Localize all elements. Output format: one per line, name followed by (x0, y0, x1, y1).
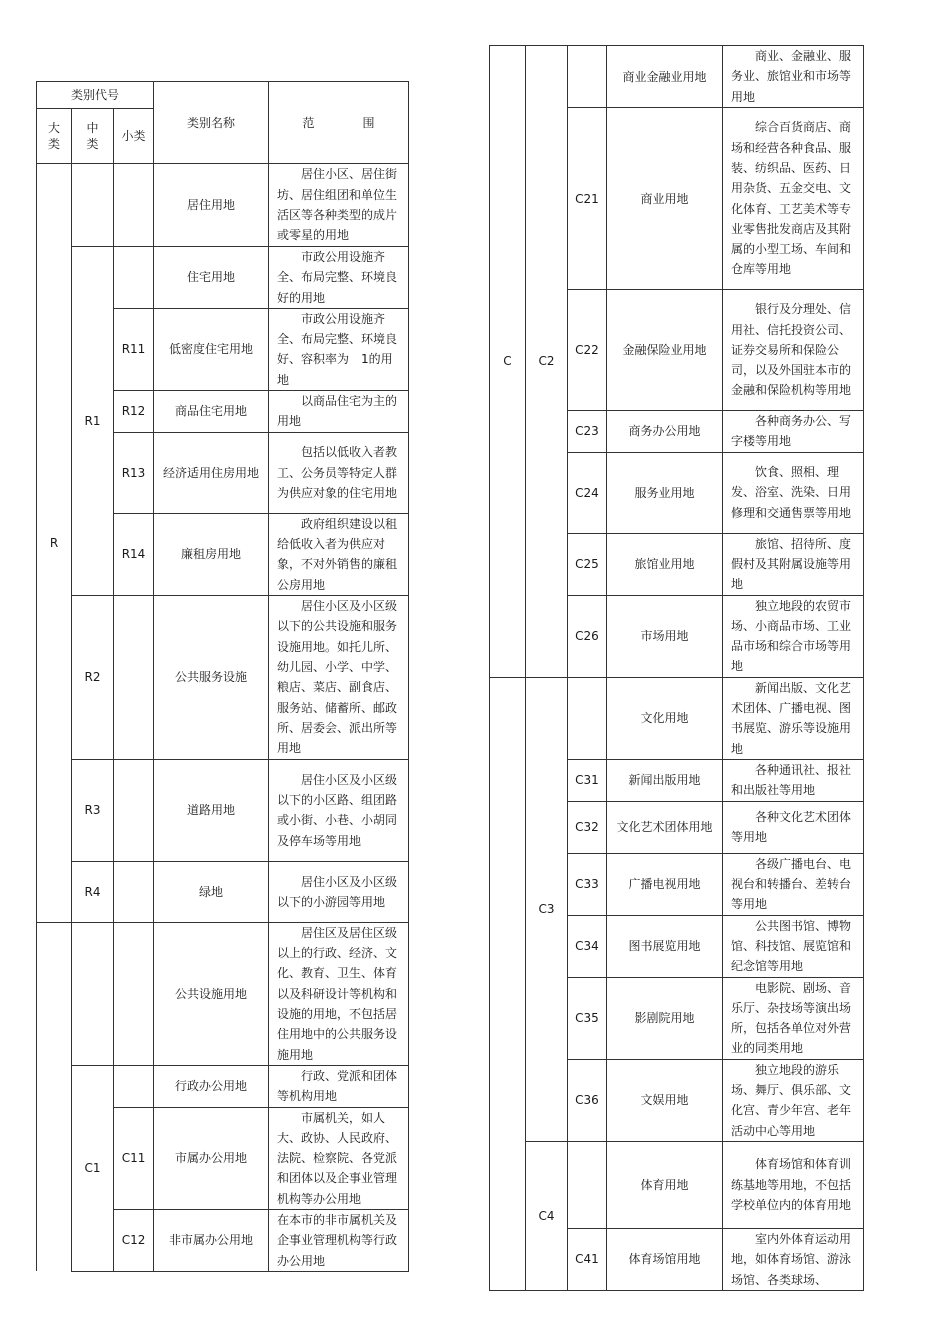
category-range: 市政公用设施齐全、布局完整、环境良好的用地 (269, 247, 409, 309)
category-name: 行政办公用地 (154, 1065, 269, 1107)
major-code-c: C (490, 46, 526, 678)
category-name: 商业用地 (607, 108, 723, 290)
category-name: 文化用地 (607, 677, 723, 759)
minor-code: C24 (568, 452, 607, 533)
minor-code: C21 (568, 108, 607, 290)
category-name: 公共服务设施 (154, 595, 269, 759)
category-name: 低密度住宅用地 (154, 308, 269, 390)
category-range: 包括以低收入者教工、公务员等特定人群为供应对象的住宅用地 (269, 432, 409, 513)
category-range: 各级广播电台、电视台和转播台、差转台等用地 (723, 853, 864, 915)
category-name: 图书展览用地 (607, 915, 723, 977)
minor-code: C34 (568, 915, 607, 977)
category-name: 体育场馆用地 (607, 1228, 723, 1290)
category-name: 体育用地 (607, 1141, 723, 1228)
minor-code (568, 677, 607, 759)
category-name: 商品住宅用地 (154, 391, 269, 433)
category-name: 商务办公用地 (607, 411, 723, 453)
medium-code-c4: C4 (526, 1141, 568, 1290)
left-land-use-table (36, 81, 409, 1272)
category-range: 公共图书馆、博物馆、科技馆、展览馆和纪念馆等用地 (723, 915, 864, 977)
category-name: 新闻出版用地 (607, 759, 723, 801)
category-name: 广播电视用地 (607, 853, 723, 915)
category-range: 体育场馆和体育训练基地等用地，不包括学校单位内的体育用地 (723, 1141, 864, 1228)
minor-code: C41 (568, 1228, 607, 1290)
category-range: 新闻出版、文化艺术团体、广播电视、图书展览、游乐等设施用地 (723, 677, 864, 759)
category-range: 独立地段的游乐场、舞厅、俱乐部、文化宫、青少年宫、老年活动中心等用地 (723, 1059, 864, 1141)
medium-code: R2 (72, 595, 114, 759)
major-code-r: R (37, 164, 72, 923)
category-range: 银行及分理处、信用社、信托投资公司、证券交易所和保险公司，以及外国驻本市的金融和保险机构等用地 (723, 290, 864, 411)
minor-code: C25 (568, 533, 607, 595)
category-name: 经济适用住房用地 (154, 432, 269, 513)
category-name: 文化艺术团体用地 (607, 801, 723, 853)
minor-code (568, 46, 607, 108)
minor-code (114, 247, 154, 309)
category-name: 公共设施用地 (154, 922, 269, 1065)
minor-code: C12 (114, 1210, 154, 1272)
category-name: 绿地 (154, 861, 269, 922)
minor-code: C31 (568, 759, 607, 801)
category-range: 市政公用设施齐全、布局完整、环境良好、容积率为 1的用地 (269, 308, 409, 390)
category-range: 居住小区及小区级以下的小游园等用地 (269, 861, 409, 922)
category-name: 廉租房用地 (154, 513, 269, 595)
category-name: 影剧院用地 (607, 977, 723, 1059)
minor-code: C26 (568, 595, 607, 677)
medium-code (72, 922, 114, 1065)
category-range: 市属机关，如人大、政协、人民政府、法院、检察院、各党派和团体以及企事业管理机构等办公用地 (269, 1107, 409, 1209)
minor-code (114, 922, 154, 1065)
category-range: 以商品住宅为主的用地 (269, 391, 409, 433)
header-minor: 小类 (114, 109, 154, 164)
minor-code: C32 (568, 801, 607, 853)
category-name: 非市属办公用地 (154, 1210, 269, 1272)
medium-code-c2: C2 (526, 46, 568, 678)
category-name: 旅馆业用地 (607, 533, 723, 595)
category-name: 住宅用地 (154, 247, 269, 309)
minor-code: C35 (568, 977, 607, 1059)
medium-code: R4 (72, 861, 114, 922)
medium-code (72, 164, 114, 247)
category-range: 居住区及居住区级以上的行政、经济、文化、教育、卫生、体育以及科研设计等机构和设施的用地，不包括居住用地中的公共服务设施用地 (269, 922, 409, 1065)
category-range: 电影院、剧场、音乐厅、杂技场等演出场所，包括各单位对外营业的同类用地 (723, 977, 864, 1059)
medium-code-c3: C3 (526, 677, 568, 1141)
category-name: 道路用地 (154, 759, 269, 861)
category-name: 市场用地 (607, 595, 723, 677)
category-range: 各种通讯社、报社和出版社等用地 (723, 759, 864, 801)
category-range: 各种商务办公、写字楼等用地 (723, 411, 864, 453)
right-land-use-table (489, 45, 864, 1291)
category-name: 市属办公用地 (154, 1107, 269, 1209)
minor-code: C23 (568, 411, 607, 453)
category-name: 服务业用地 (607, 452, 723, 533)
header-range: 范 围 (269, 82, 409, 164)
category-range: 居住小区、居住街坊、居住组团和单位生活区等各种类型的成片或零星的用地 (269, 164, 409, 247)
minor-code: R12 (114, 391, 154, 433)
category-range: 饮食、照相、理发、浴室、洗染、日用修理和交通售票等用地 (723, 452, 864, 533)
category-range: 商业、金融业、服务业、旅馆业和市场等用地 (723, 46, 864, 108)
minor-code: R11 (114, 308, 154, 390)
minor-code (114, 1065, 154, 1107)
minor-code: C33 (568, 853, 607, 915)
medium-code: R1 (72, 247, 114, 596)
category-range: 政府组织建设以租给低收入者为供应对象，不对外销售的廉租公房用地 (269, 513, 409, 595)
header-category-code: 类别代号 (37, 82, 154, 109)
category-range: 居住小区及小区级以下的公共设施和服务设施用地。如托儿所、幼儿园、小学、中学、粮店、菜店、副食店、服务站、储蓄所、邮政所、居委会、派出所等用地 (269, 595, 409, 759)
category-name: 文娱用地 (607, 1059, 723, 1141)
category-range: 各种文化艺术团体等用地 (723, 801, 864, 853)
category-name: 商业金融业用地 (607, 46, 723, 108)
category-range: 在本市的非市属机关及企事业管理机构等行政办公用地 (269, 1210, 409, 1272)
major-code-c-continued (490, 677, 526, 1290)
minor-code (114, 759, 154, 861)
header-major: 大 类 (37, 109, 72, 164)
minor-code: C36 (568, 1059, 607, 1141)
category-range: 居住小区及小区级以下的小区路、组团路或小街、小巷、小胡同及停车场等用地 (269, 759, 409, 861)
medium-code: C1 (72, 1065, 114, 1271)
minor-code: C22 (568, 290, 607, 411)
category-range: 旅馆、招待所、度假村及其附属设施等用地 (723, 533, 864, 595)
category-name: 金融保险业用地 (607, 290, 723, 411)
category-range: 室内外体育运动用地，如体育场馆、游泳场馆、各类球场、 (723, 1228, 864, 1290)
minor-code: R13 (114, 432, 154, 513)
category-name: 居住用地 (154, 164, 269, 247)
minor-code (114, 164, 154, 247)
medium-code: R3 (72, 759, 114, 861)
header-category-name: 类别名称 (154, 82, 269, 164)
minor-code (114, 595, 154, 759)
category-range: 独立地段的农贸市场、小商品市场、工业品市场和综合市场等用地 (723, 595, 864, 677)
category-range: 行政、党派和团体等机构用地 (269, 1065, 409, 1107)
minor-code (568, 1141, 607, 1228)
category-range: 综合百货商店、商场和经营各种食品、服装、纺织品、医药、日用杂货、五金交电、文化体育、工艺美术等专业零售批发商店及其附属的小型工场、车间和仓库等用地 (723, 108, 864, 290)
major-code-c-continued (37, 922, 72, 1271)
minor-code (114, 861, 154, 922)
header-medium: 中 类 (72, 109, 114, 164)
minor-code: C11 (114, 1107, 154, 1209)
minor-code: R14 (114, 513, 154, 595)
